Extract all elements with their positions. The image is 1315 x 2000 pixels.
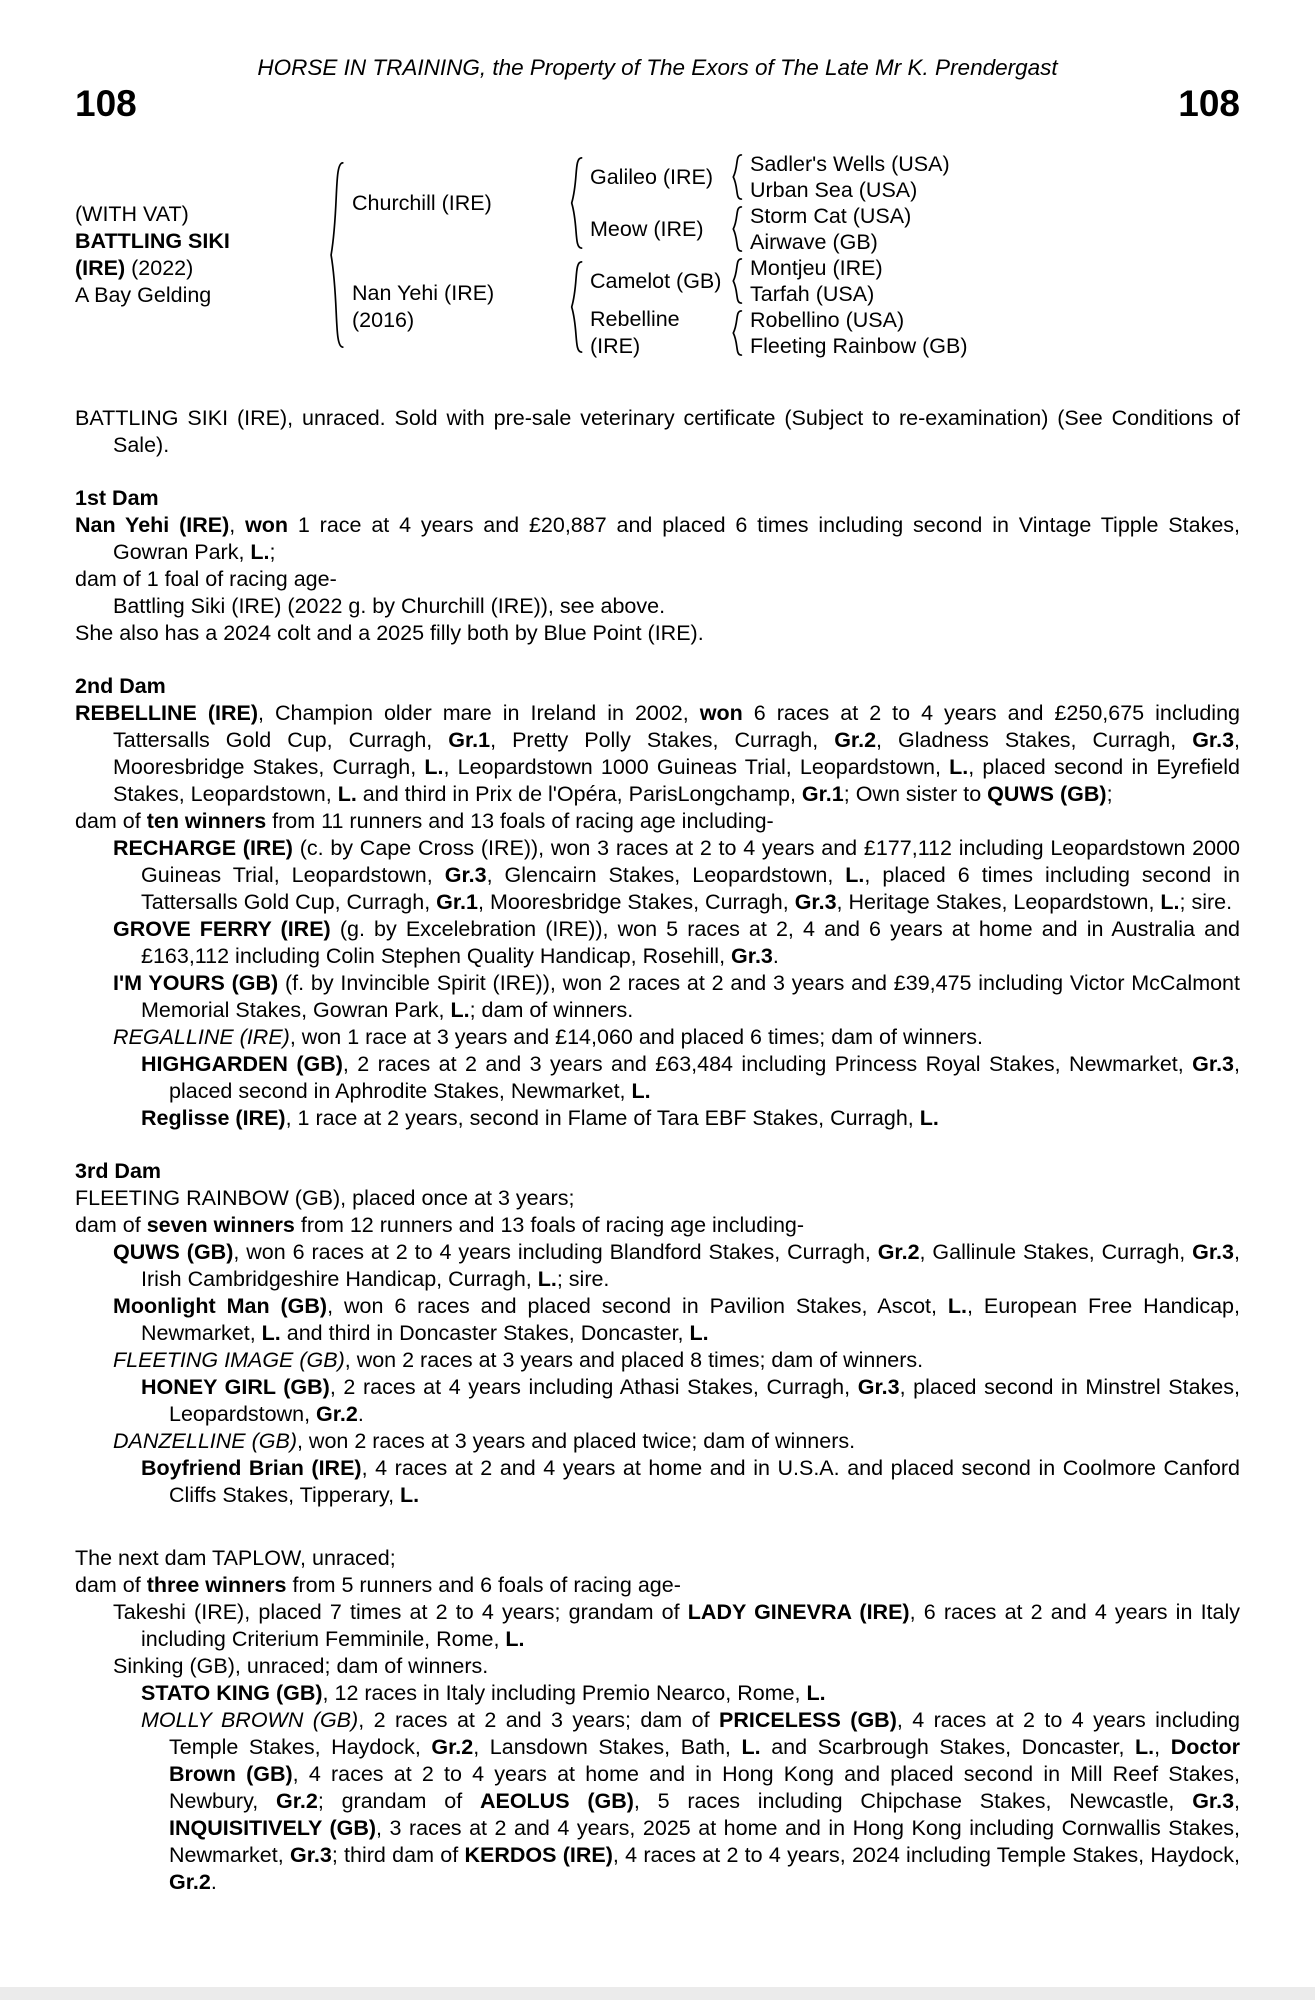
text-segment: and Scarbrough Stakes, Doncaster, <box>760 1735 1136 1759</box>
text-segment: QUWS (GB) <box>113 1240 234 1264</box>
pedigree-brace-icon <box>560 255 590 359</box>
text-segment: QUWS (GB) <box>987 782 1107 806</box>
vat-note: (WITH VAT) <box>75 202 189 226</box>
lot-number-left: 108 <box>75 83 137 124</box>
highgarden-record <box>75 1051 1240 1105</box>
great-grandparent-2: Urban Sea (USA) <box>750 177 918 202</box>
text-segment: FLEETING RAINBOW (GB), placed once at 3 years; <box>75 1186 575 1210</box>
text-segment: (f. by Invincible Spirit (IRE)), won 2 races at 2 and 3 years and £39,475 including Victor McCalmont Memorial Stakes, Gowran Park, <box>141 971 1240 1022</box>
sire-name: Churchill (IRE) <box>352 190 492 215</box>
text-segment: , European Free Handicap, Newmarket, <box>141 1294 1240 1345</box>
fleeting-image-record <box>75 1347 1240 1374</box>
text-segment: Gr.3 <box>1192 1240 1234 1264</box>
granddam-paternal: Meow (IRE) <box>590 216 704 241</box>
text-segment: from 12 runners and 13 foals of racing age including- <box>294 1213 805 1237</box>
text-segment: The next dam TAPLOW, unraced; <box>75 1546 396 1570</box>
text-segment: L. <box>949 755 969 779</box>
text-segment: L. <box>505 1627 525 1651</box>
text-segment: , 2 races at 2 and 3 years and £63,484 including Princess Royal Stakes, Newmarket, <box>342 1052 1193 1076</box>
text-segment: , 4 races at 2 to 4 years including Temple Stakes, Haydock, <box>169 1708 1241 1759</box>
section-gap <box>75 647 1240 673</box>
text-segment: RECHARGE (IRE) <box>113 836 293 860</box>
text-segment: . <box>210 1870 217 1894</box>
danzelline-record <box>75 1428 1240 1455</box>
page-header-title: HORSE IN TRAINING, the Property of The Exors of The Late Mr K. Prendergast <box>257 55 1058 80</box>
horse-suffix-year <box>75 255 193 282</box>
lot-number-row <box>75 83 1240 125</box>
great-grandparent-7: Robellino (USA) <box>750 307 905 332</box>
text-segment: DANZELLINE (GB) <box>113 1429 297 1453</box>
text-segment: Nan Yehi (IRE) <box>75 513 230 537</box>
text-segment: , Glencairn Stakes, Leopardstown, <box>486 863 846 887</box>
text-segment: . <box>772 944 779 968</box>
text-segment: ; third dam of <box>331 1843 465 1867</box>
catalog-body <box>75 405 1240 1896</box>
text-segment: , <box>1234 1789 1241 1813</box>
text-segment: won <box>699 701 743 725</box>
fleeting-rainbow-record <box>75 1185 1240 1212</box>
great-grandparent-8: Fleeting Rainbow (GB) <box>750 333 968 358</box>
text-segment: dam of <box>75 809 147 833</box>
recharge-record <box>75 835 1240 916</box>
pedigree-table <box>75 151 1240 359</box>
horse-description: A Bay Gelding <box>75 283 212 307</box>
text-segment: INQUISITIVELY (GB) <box>169 1816 377 1840</box>
text-segment: L. <box>1160 890 1180 914</box>
text-segment: , 5 races including Chipchase Stakes, Newcastle, <box>633 1789 1193 1813</box>
takeshi-record <box>75 1599 1240 1653</box>
text-segment: ; Own sister to <box>843 782 988 806</box>
text-segment: L. <box>741 1735 761 1759</box>
text-segment: seven winners <box>146 1213 295 1237</box>
text-segment: three winners <box>146 1573 287 1597</box>
text-segment: , 6 races at 2 and 4 years in Italy including Criterium Femminile, Rome, <box>141 1600 1240 1651</box>
grove-ferry-record <box>75 916 1240 970</box>
text-segment: ten winners <box>146 809 267 833</box>
dam-of-line <box>75 808 1240 835</box>
text-segment: , Mooresbridge Stakes, Curragh, <box>113 728 1241 779</box>
text-segment: Gr.1 <box>801 782 844 806</box>
text-segment: Gr.3 <box>444 863 487 887</box>
dam-year: (2016) <box>352 308 415 332</box>
text-segment: ; <box>269 540 276 564</box>
text-segment: HIGHGARDEN (GB) <box>141 1052 343 1076</box>
text-segment: L. <box>337 782 357 806</box>
sinking-record <box>75 1653 1240 1680</box>
text-segment: L. <box>631 1079 651 1103</box>
dam-name-block <box>352 255 560 359</box>
stato-king-record <box>75 1680 1240 1707</box>
im-yours-record <box>75 970 1240 1024</box>
text-segment: and third in Doncaster Stakes, Doncaster, <box>280 1321 690 1345</box>
text-segment: , 4 races at 2 to 4 years at home and in Hong Kong and placed second in Mill Reef Stakes, Newbury, <box>169 1762 1240 1813</box>
text-segment: ; sire. <box>1179 890 1233 914</box>
text-segment: , 2 races at 4 years including Athasi Stakes, Curragh, <box>329 1375 858 1399</box>
text-segment: from 11 runners and 13 foals of racing age including- <box>266 809 774 833</box>
text-segment: Gr.2 <box>834 728 877 752</box>
text-segment: L. <box>947 1294 968 1318</box>
text-segment: , placed second in Eyrefield Stakes, Leopardstown, <box>113 755 1241 806</box>
section-gap <box>75 459 1240 485</box>
text-segment: REBELLINE (IRE) <box>75 701 258 725</box>
text-segment: HONEY GIRL (GB) <box>141 1375 330 1399</box>
great-grandparent-3: Storm Cat (USA) <box>750 203 912 228</box>
text-segment: Gr.3 <box>731 944 773 968</box>
text-segment: , Gladness Stakes, Curragh, <box>876 728 1193 752</box>
conditions-paragraph <box>75 405 1240 459</box>
pedigree-brace-icon <box>722 203 750 255</box>
text-segment: dam of <box>75 1573 147 1597</box>
text-segment: BATTLING SIKI (IRE), unraced. Sold with pre-sale veterinary certificate (Subject to re-examination) (See Conditions of Sale). <box>75 406 1240 457</box>
text-segment: , Mooresbridge Stakes, Curragh, <box>478 890 795 914</box>
text-segment: ; dam of winners. <box>469 998 634 1022</box>
pedigree-brace-icon <box>318 151 352 359</box>
text-segment: and third in Prix de l'Opéra, ParisLongchamp, <box>356 782 802 806</box>
horse-name: BATTLING SIKI <box>75 229 230 253</box>
pedigree-brace-icon <box>560 151 590 255</box>
she-also-has-line <box>75 620 1240 647</box>
text-segment: Gr.3 <box>1192 1789 1235 1813</box>
grandsire-maternal: Camelot (GB) <box>590 268 722 293</box>
text-segment: , Pretty Polly Stakes, Curragh, <box>490 728 835 752</box>
text-segment: Gr.3 <box>1192 1052 1235 1076</box>
text-segment: , won 1 race at 3 years and £14,060 and placed 6 times; dam of winners. <box>289 1025 984 1049</box>
text-segment: Gr.2 <box>276 1789 318 1813</box>
text-segment: L. <box>250 540 270 564</box>
page-bottom-strip <box>0 1987 1315 2000</box>
text-segment: L. <box>689 1321 709 1345</box>
text-segment: won <box>245 513 289 537</box>
text-segment: L. <box>806 1681 826 1705</box>
text-segment: , 12 races in Italy including Premio Nearco, Rome, <box>322 1681 807 1705</box>
text-segment: 1 race at 4 years and £20,887 and placed 6 times including second in Vintage Tipple Stakes, Gowran Park, <box>113 513 1241 564</box>
text-segment: L. <box>919 1106 939 1130</box>
text-segment: dam of 1 foal of racing age- <box>75 567 337 591</box>
text-segment: Doctor Brown (GB) <box>169 1735 1240 1786</box>
rebelline-record <box>75 700 1240 808</box>
text-segment: LADY GINEVRA (IRE) <box>687 1600 910 1624</box>
dam-heading: 1st Dam <box>75 486 159 510</box>
text-segment: , Gallinule Stakes, Curragh, <box>919 1240 1193 1264</box>
text-segment: , Irish Cambridgeshire Handicap, Curragh, <box>141 1240 1240 1291</box>
text-segment: , won 6 races and placed second in Pavilion Stakes, Ascot, <box>327 1294 948 1318</box>
text-segment: dam of <box>75 1213 147 1237</box>
text-segment: GROVE FERRY (IRE) <box>113 917 331 941</box>
text-segment: , 3 races at 2 and 4 years, 2025 at home and in Hong Kong including Cornwallis Stakes, Newmarket, <box>169 1816 1241 1867</box>
text-segment: 6 races at 2 to 4 years and £250,675 including Tattersalls Gold Cup, Curragh, <box>113 701 1240 752</box>
pedigree-brace-icon <box>722 255 750 307</box>
text-segment: Battling Siki (IRE) (2022 g. by Churchill (IRE)), see above. <box>113 594 666 618</box>
text-segment: Boyfriend Brian (IRE) <box>141 1456 362 1480</box>
text-segment: . <box>357 1402 364 1426</box>
text-segment: She also has a 2024 colt and a 2025 filly both by Blue Point (IRE). <box>75 621 704 645</box>
section-gap <box>75 1509 1240 1545</box>
moonlight-man-record <box>75 1293 1240 1347</box>
dam-heading: 2nd Dam <box>75 674 166 698</box>
text-segment: , 1 race at 2 years, second in Flame of Tara EBF Stakes, Curragh, <box>285 1106 920 1130</box>
granddam-maternal: Rebelline (IRE) <box>590 307 680 358</box>
text-segment: , won 2 races at 3 years and placed twice; dam of winners. <box>296 1429 856 1453</box>
text-segment: Moonlight Man (GB) <box>113 1294 328 1318</box>
lot-number-right: 108 <box>1178 83 1240 124</box>
text-segment: Gr.2 <box>316 1402 358 1426</box>
horse-year: (2022) <box>125 256 194 280</box>
text-segment: Reglisse (IRE) <box>141 1106 286 1130</box>
text-segment: Gr.3 <box>794 890 837 914</box>
text-segment: Takeshi (IRE), placed 7 times at 2 to 4 years; grandam of <box>113 1600 688 1624</box>
text-segment: L. <box>537 1267 557 1291</box>
battling-siki-record <box>75 593 1240 620</box>
horse-suffix: (IRE) <box>75 256 126 280</box>
reglisse-record <box>75 1105 1240 1132</box>
text-segment: FLEETING IMAGE (GB) <box>113 1348 345 1372</box>
horse-summary-block <box>75 151 318 359</box>
text-segment: , <box>229 513 246 537</box>
text-segment: , Leopardstown 1000 Guineas Trial, Leopardstown, <box>443 755 950 779</box>
section-gap <box>75 1132 1240 1158</box>
dam-of-line <box>75 1572 1240 1599</box>
pedigree-brace-icon <box>722 151 750 203</box>
text-segment: REGALLINE (IRE) <box>113 1025 290 1049</box>
text-segment: (c. by Cape Cross (IRE)), won 3 races at 2 to 4 years and £177,112 including Leopardstown 2000 Guineas Trial, Leopardstown, <box>141 836 1240 887</box>
text-segment: Gr.1 <box>448 728 491 752</box>
grandsire-paternal: Galileo (IRE) <box>590 164 714 189</box>
text-segment: , placed second in Minstrel Stakes, Leopardstown, <box>169 1375 1240 1426</box>
text-segment: L. <box>400 1483 420 1507</box>
great-grandparent-6: Tarfah (USA) <box>750 281 875 306</box>
text-segment: , placed second in Aphrodite Stakes, Newmarket, <box>169 1052 1240 1103</box>
text-segment: , 2 races at 2 and 3 years; dam of <box>358 1708 719 1732</box>
text-segment: Gr.3 <box>1192 728 1235 752</box>
text-segment: , 4 races at 2 and 4 years at home and in U.S.A. and placed second in Coolmore Canford Cliffs Stakes, Tipperary, <box>169 1456 1240 1507</box>
pedigree-brace-icon <box>722 307 750 359</box>
dam-name: Nan Yehi (IRE) <box>352 281 495 305</box>
honey-girl-record <box>75 1374 1240 1428</box>
boyfriend-brian-record <box>75 1455 1240 1509</box>
text-segment: Gr.3 <box>857 1375 900 1399</box>
great-grandparent-1: Sadler's Wells (USA) <box>750 151 950 176</box>
text-segment: ; <box>1106 782 1113 806</box>
regalline-record <box>75 1024 1240 1051</box>
dam-of-line <box>75 1212 1240 1239</box>
dam-heading: 3rd Dam <box>75 1159 162 1183</box>
text-segment: ; sire. <box>556 1267 610 1291</box>
text-segment: , won 2 races at 3 years and placed 8 times; dam of winners. <box>344 1348 924 1372</box>
text-segment: , Champion older mare in Ireland in 2002, <box>258 701 700 725</box>
text-segment: L. <box>450 998 470 1022</box>
text-segment: , Lansdown Stakes, Bath, <box>473 1735 742 1759</box>
text-segment: (g. by Excelebration (IRE)), won 5 races at 2, 4 and 6 years at home and in Australia and £163,112 including Colin Stephen Quality Handicap, Rosehill, <box>141 917 1240 968</box>
text-segment: STATO KING (GB) <box>141 1681 323 1705</box>
text-segment: L. <box>1135 1735 1155 1759</box>
text-segment: , won 6 races at 2 to 4 years including Blandford Stakes, Curragh, <box>233 1240 878 1264</box>
text-segment: Gr.3 <box>289 1843 332 1867</box>
text-segment: Gr.1 <box>436 890 478 914</box>
text-segment: L. <box>261 1321 281 1345</box>
text-segment: MOLLY BROWN (GB) <box>141 1708 359 1732</box>
text-segment: PRICELESS (GB) <box>719 1708 897 1732</box>
text-segment: L. <box>424 755 444 779</box>
text-segment: Gr.2 <box>169 1870 211 1894</box>
text-segment: ; grandam of <box>317 1789 480 1813</box>
text-segment: from 5 runners and 6 foals of racing age- <box>286 1573 681 1597</box>
text-segment: KERDOS (IRE) <box>464 1843 613 1867</box>
first-dam-record <box>75 512 1240 566</box>
quws-record <box>75 1239 1240 1293</box>
dam-of-line <box>75 566 1240 593</box>
text-segment: , Heritage Stakes, Leopardstown, <box>836 890 1161 914</box>
text-segment: Sinking (GB), unraced; dam of winners. <box>113 1654 489 1678</box>
text-segment: , <box>1154 1735 1171 1759</box>
text-segment: I'M YOURS (GB) <box>113 971 279 995</box>
text-segment: , placed 6 times including second in Tattersalls Gold Cup, Curragh, <box>141 863 1240 914</box>
great-grandparent-5: Montjeu (IRE) <box>750 255 883 280</box>
text-segment: Gr.2 <box>431 1735 474 1759</box>
text-segment: , 4 races at 2 to 4 years, 2024 including Temple Stakes, Haydock, <box>612 1843 1240 1867</box>
great-grandparent-4: Airwave (GB) <box>750 229 878 254</box>
text-segment: Gr.2 <box>877 1240 920 1264</box>
molly-brown-record <box>75 1707 1240 1896</box>
next-dam-line <box>75 1545 1240 1572</box>
text-segment: L. <box>845 863 865 887</box>
text-segment: AEOLUS (GB) <box>479 1789 634 1813</box>
